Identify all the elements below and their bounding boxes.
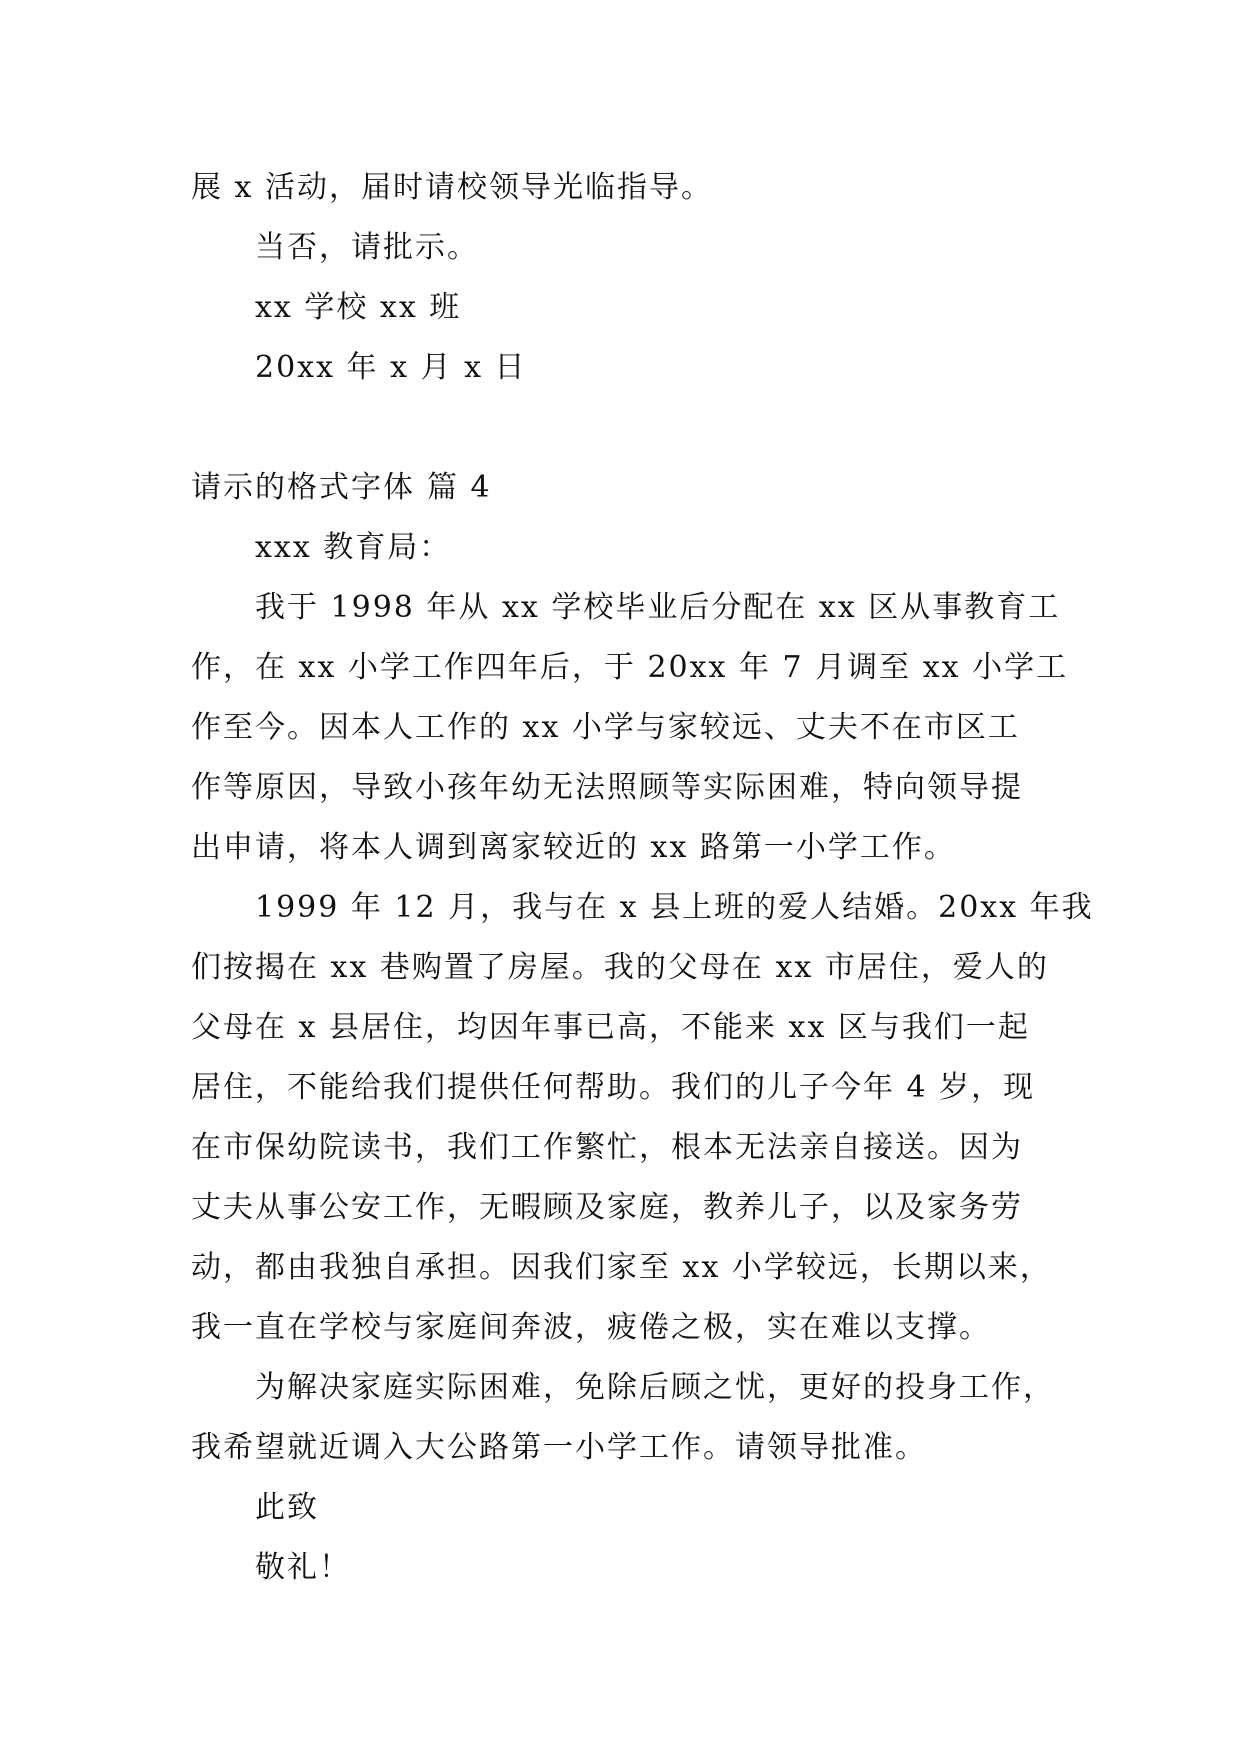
paragraph-line: 居住，不能给我们提供任何帮助。我们的儿子今年 4 岁，现 bbox=[191, 1070, 1036, 1105]
paragraph-line: 丈夫从事公安工作，无暇顾及家庭，教养儿子，以及家务劳 bbox=[191, 1190, 1023, 1225]
closing-line: 此致 bbox=[255, 1490, 319, 1525]
paragraph-line: 1999 年 12 月，我与在 x 县上班的爱人结婚。20xx 年我 bbox=[255, 890, 1094, 925]
closing-line: 敬礼！ bbox=[255, 1550, 351, 1585]
paragraph-line: 我于 1998 年从 xx 学校毕业后分配在 xx 区从事教育工 bbox=[255, 590, 1061, 625]
text-line: 展 x 活动，届时请校领导光临指导。 bbox=[191, 170, 713, 205]
text-line: 当否，请批示。 bbox=[255, 230, 479, 265]
paragraph-line: 们按揭在 xx 巷购置了房屋。我的父母在 xx 市居住，爱人的 bbox=[191, 950, 1049, 985]
paragraph-line: 我希望就近调入大公路第一小学工作。请领导批准。 bbox=[191, 1430, 927, 1465]
signature-org: xx 学校 xx 班 bbox=[255, 290, 462, 325]
section-label: 篇 4 bbox=[427, 470, 492, 505]
paragraph-line: 出申请，将本人调到离家较近的 xx 路第一小学工作。 bbox=[191, 830, 956, 865]
paragraph-line: 作至今。因本人工作的 xx 小学与家较远、丈夫不在市区工 bbox=[191, 710, 1020, 745]
paragraph-line: 父母在 x 县居住，均因年事已高，不能来 xx 区与我们一起 bbox=[191, 1010, 1030, 1045]
paragraph-line: 为解决家庭实际困难，免除后顾之忧，更好的投身工作， bbox=[255, 1370, 1055, 1405]
salutation: xxx 教育局： bbox=[255, 530, 452, 565]
paragraph-line: 作，在 xx 小学工作四年后，于 20xx 年 7 月调至 xx 小学工 bbox=[191, 650, 1069, 685]
paragraph-line: 我一直在学校与家庭间奔波，疲倦之极，实在难以支撑。 bbox=[191, 1310, 991, 1345]
paragraph-line: 动，都由我独自承担。因我们家至 xx 小学较远，长期以来， bbox=[191, 1250, 1052, 1285]
section-heading bbox=[191, 468, 492, 508]
signature-date: 20xx 年 x 月 x 日 bbox=[255, 350, 527, 385]
paragraph-line: 作等原因，导致小孩年幼无法照顾等实际困难，特向领导提 bbox=[191, 770, 1023, 805]
section-title: 请示的格式字体 bbox=[191, 470, 415, 505]
paragraph-line: 在市保幼院读书，我们工作繁忙，根本无法亲自接送。因为 bbox=[191, 1130, 1023, 1165]
